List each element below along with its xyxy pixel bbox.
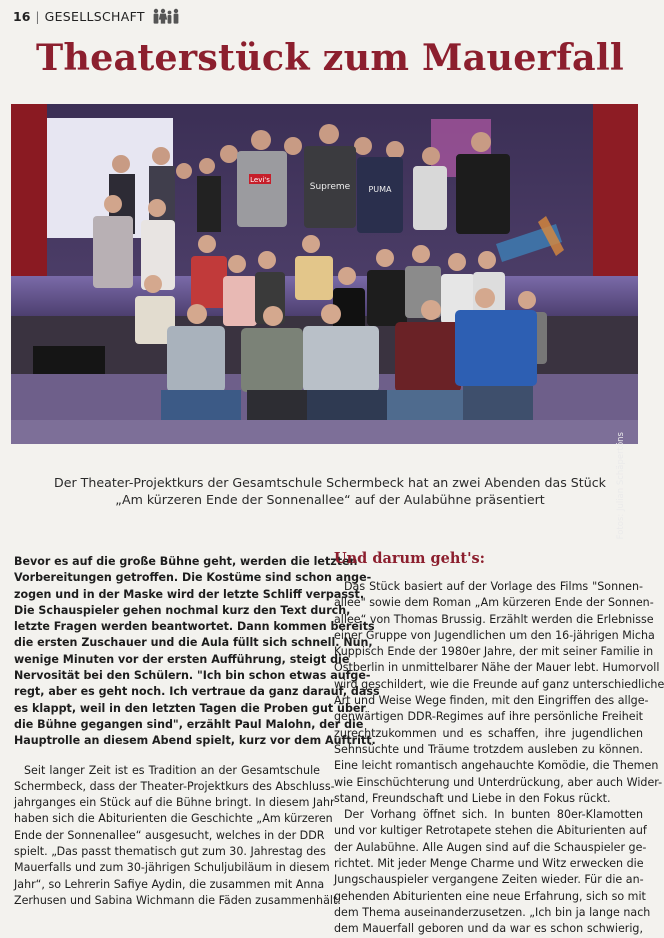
- page-header: [13, 7, 181, 25]
- text-line: Schermbeck, dass der Theater-Projektkurs des Abschluss-: [14, 779, 335, 793]
- photo-credit: [616, 404, 630, 539]
- supreme-logo-text: Supreme: [309, 182, 351, 192]
- text-line: genwärtigen DDR-Regimes auf ihre persönliche Freiheit: [334, 710, 643, 724]
- text-line: die ersten Zuschauer und die Aula füllt sich schnell. Nun,: [14, 636, 373, 650]
- text-line: Hauptrolle an diesem Abend spielt, kurz vor dem Auftritt.: [14, 734, 376, 748]
- stage-curtain-right: [593, 104, 638, 304]
- text-line: Sehnsüchte und Träume trotzdem ausleben zu können.: [334, 742, 643, 756]
- caption-line-2: „Am kürzeren Ende der Sonnenallee“ auf der Aulabühne präsentiert: [115, 492, 545, 507]
- text-line: zogen und in der Maske wird der letzte Schliff verpasst.: [14, 587, 365, 601]
- student-levis-shirt: [237, 151, 287, 227]
- text-line: allee“ von Thomas Brussig. Erzählt werden die Erlebnisse: [334, 612, 654, 626]
- text-line: Kuppisch Ende der 1980er Jahre, der mit seiner Familie in: [334, 645, 654, 659]
- text-line: Mauerfalls und zum 30-jährigen Schuljubiläum in diesem: [14, 861, 330, 875]
- text-line: zurechtzukommen und es schaffen, ihre jugendlichen: [334, 726, 643, 740]
- caption-line-1: Der Theater-Projektkurs der Gesamtschule Schermbeck hat an zwei Abenden das Stück: [54, 475, 606, 490]
- text-line: haben sich die Abiturienten die Geschichte „Am kürzeren: [14, 812, 333, 826]
- text-line: Nervosität bei den Schülern. "Ich bin schon etwas aufge-: [14, 669, 371, 683]
- text-line: Eine leicht romantisch angehauchte Komödie, die Themen: [334, 759, 659, 773]
- text-line: stand, Freundschaft und Liebe in den Fokus rückt.: [334, 791, 611, 805]
- text-line: dem Thema auseinanderzusetzen. „Ich bin ja lange nach: [334, 905, 651, 919]
- text-line: und vor kultiger Retrotapete stehen die Abiturienten auf: [334, 824, 647, 838]
- text-line: wenige Minuten vor der ersten Aufführung, steigt die: [14, 652, 350, 666]
- text-line: letzte Fragen werden beantwortet. Dann kommen bereits: [14, 620, 375, 634]
- text-line: Ostberlin in unmittelbarer Nähe der Mauer lebt. Humorvoll: [334, 661, 660, 675]
- right-column: [334, 549, 664, 938]
- text-line: dem Mauerfall geboren und da war es schon schwierig,: [334, 922, 643, 936]
- puma-logo-text: PUMA: [368, 185, 392, 194]
- photo-caption: [0, 474, 660, 508]
- text-line: regt, aber es geht noch. Ich vertraue da ganz darauf, dass: [14, 685, 380, 699]
- text-line: der Aulabühne. Alle Augen sind auf die Schauspieler ge-: [334, 840, 647, 854]
- body-paragraph: [14, 763, 341, 910]
- photo-credit-text: Fotos: Julian Schäpertöns: [616, 431, 626, 539]
- text-line: Art und Weise Wege finden, mit den Eingriffen des allge-: [334, 694, 649, 708]
- text-line: Zerhusen und Sabina Wichmann die Fäden zusammenhält.: [14, 893, 341, 907]
- header-divider: |: [35, 8, 40, 24]
- text-line: Bevor es auf die große Bühne geht, werden die letzten: [14, 555, 358, 568]
- page-number: 16: [13, 8, 31, 24]
- left-column: [14, 554, 380, 909]
- section-subheading: Und darum geht's:: [334, 550, 486, 567]
- text-line: die Bühne gegangen sind", erzählt Paul Malohn, der die: [14, 717, 364, 731]
- people-icon: [151, 8, 181, 24]
- stage-curtain-left: [11, 104, 47, 304]
- text-line: Jungschauspieler vergangene Zeiten wieder. Für die an-: [334, 873, 644, 887]
- text-line: gehenden Abiturienten eine neue Erfahrung, sich so mit: [334, 889, 646, 903]
- text-line: wie Einschüchterung und Unterdrückung, aber auch Wider-: [334, 775, 663, 789]
- text-line: Das Stück basiert auf der Vorlage des Films "Sonnen-: [344, 580, 643, 593]
- text-line: einer Gruppe von Jugendlichen um den 16-jährigen Micha: [334, 628, 655, 642]
- text-line: Der Vorhang öffnet sich. In bunten 80er-Klamotten: [344, 808, 643, 822]
- text-line: Ende der Sonnenallee“ ausgesucht, welches in der DDR: [14, 828, 325, 842]
- performance-paragraph: [334, 807, 651, 937]
- text-line: Die Schauspieler gehen nochmal kurz den Text durch,: [14, 603, 351, 617]
- levis-logo-text: Levi's: [250, 176, 270, 184]
- text-line: Jahr“, so Lehrerin Safiye Aydin, die zusammen mit Anna: [14, 877, 325, 891]
- article-title: Theaterstück zum Mauerfall: [36, 36, 624, 79]
- text-line: allee" sowie dem Roman „Am kürzeren Ende der Sonnen-: [334, 596, 654, 610]
- section-label: GESELLSCHAFT: [44, 8, 145, 24]
- text-line: es klappt, weil in den letzten Tagen die Proben gut über: [14, 701, 366, 715]
- text-line: Seit langer Zeit ist es Tradition an der Gesamtschule: [24, 763, 320, 777]
- lead-paragraph: [14, 554, 380, 750]
- text-line: Vorbereitungen getroffen. Die Kostüme sind schon ange-: [14, 571, 372, 585]
- text-line: jahrganges ein Stück auf die Bühne bringt. In diesem Jahr: [14, 796, 335, 810]
- text-line: wird geschildert, wie die Freunde auf ganz unterschiedliche: [334, 677, 664, 691]
- synopsis-paragraph: [334, 579, 664, 807]
- text-line: richtet. Mit jeder Menge Charme und Witz erwecken die: [334, 857, 644, 871]
- text-line: spielt. „Das passt thematisch gut zum 30. Jahrestag des: [14, 845, 326, 859]
